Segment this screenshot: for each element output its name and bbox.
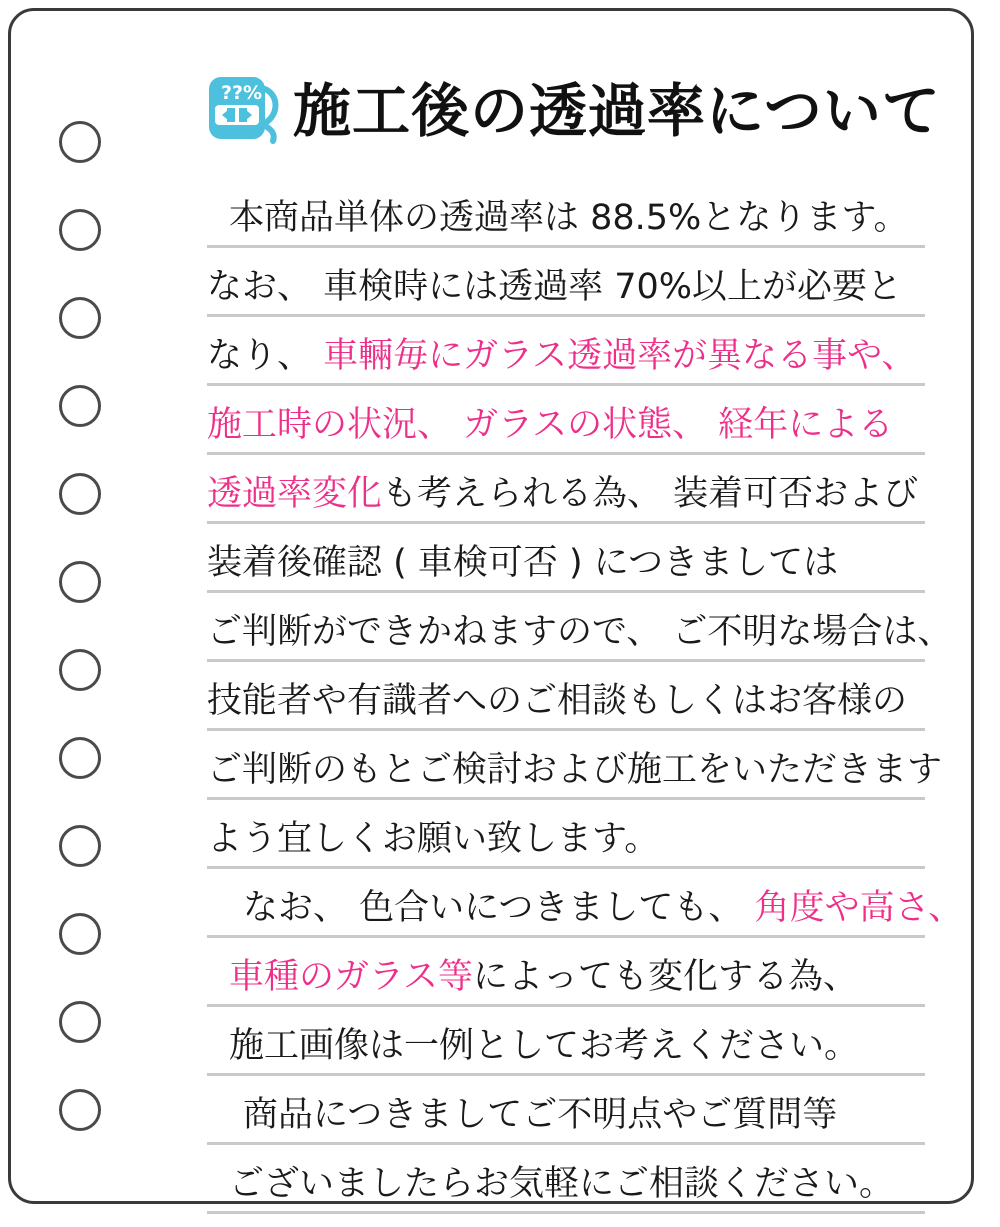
punch-hole (59, 825, 101, 867)
body-text: なお、 色合いにつきましても、 (243, 888, 755, 929)
text-line (207, 662, 925, 731)
punch-hole (59, 209, 101, 251)
punch-hole (59, 737, 101, 779)
ruled-text-area (207, 179, 964, 1214)
text-line-content (207, 1166, 947, 1203)
text-line (207, 179, 925, 248)
body-text: 施工画像は一例としてお考えください。 (229, 1026, 860, 1067)
highlighted-text: 車輛毎にガラス透過率が異なる事や、 (323, 336, 917, 377)
text-line (207, 455, 925, 524)
body-text: によっても変化する為、 (472, 957, 858, 998)
body-text: も考えられる為、 装着可否および (382, 474, 919, 515)
body-text: なお、 車検時には透過率 70%以上が必要と (207, 267, 903, 308)
body-text: よう宜しくお願い致します。 (207, 819, 660, 860)
text-line (207, 731, 943, 800)
text-line (207, 524, 925, 593)
text-line (207, 869, 964, 938)
punch-hole (59, 649, 101, 691)
text-line-content (207, 821, 925, 858)
text-line-content (207, 1097, 961, 1134)
text-line-content (207, 683, 925, 720)
section-header (203, 69, 941, 153)
text-line (207, 1076, 925, 1145)
notepad-sheet (8, 8, 974, 1204)
text-line-content (207, 269, 925, 306)
text-line (207, 1007, 925, 1076)
punch-hole-column (45, 121, 115, 1131)
body-text: ございましたらお気軽にご相談ください。 (229, 1164, 895, 1205)
transmittance-question-icon (203, 69, 287, 153)
body-text: ご判断ができかねますので、 ご不明な場合は、 (207, 612, 953, 653)
text-line (207, 800, 925, 869)
highlighted-text: 施工時の状況、 ガラスの状態、 経年による (207, 405, 894, 446)
body-text: 商品につきましてご不明点やご質問等 (243, 1095, 838, 1136)
body-text: なり、 (207, 336, 324, 377)
highlighted-text: 透過率変化 (207, 474, 383, 515)
text-line-content (207, 750, 943, 791)
body-text: 本商品単体の透過率は 88.5%となります。 (229, 198, 909, 239)
punch-hole (59, 561, 101, 603)
punch-hole (59, 473, 101, 515)
punch-hole (59, 913, 101, 955)
text-line-content (207, 612, 953, 653)
text-line-content (207, 545, 925, 582)
punch-hole (59, 1089, 101, 1131)
highlighted-text: 車種のガラス等 (229, 957, 473, 998)
punch-hole (59, 385, 101, 427)
text-line-content (207, 338, 925, 375)
body-text: 装着後確認 ( 車検可否 ) につきましては (207, 543, 839, 584)
text-line (207, 386, 925, 455)
text-line (207, 317, 925, 386)
body-text: 技能者や有識者へのご相談もしくはお客様の (207, 681, 908, 722)
text-line (207, 593, 953, 662)
text-line-content (207, 476, 925, 513)
body-text: ご判断のもとご検討および施工をいただきます (207, 750, 943, 791)
highlighted-text: 角度や高さ、 (754, 888, 964, 929)
punch-hole (59, 297, 101, 339)
text-line (207, 1145, 925, 1214)
punch-hole (59, 1001, 101, 1043)
svg-text:??%: ??% (221, 82, 263, 104)
text-line-content (207, 888, 964, 929)
page-title: 施工後の透過率について (293, 77, 941, 145)
text-line (207, 248, 925, 317)
punch-hole (59, 121, 101, 163)
text-line-content (207, 407, 925, 444)
text-line-content (207, 1028, 947, 1065)
text-line-content (207, 200, 947, 237)
text-line (207, 938, 925, 1007)
text-line-content (207, 959, 947, 996)
